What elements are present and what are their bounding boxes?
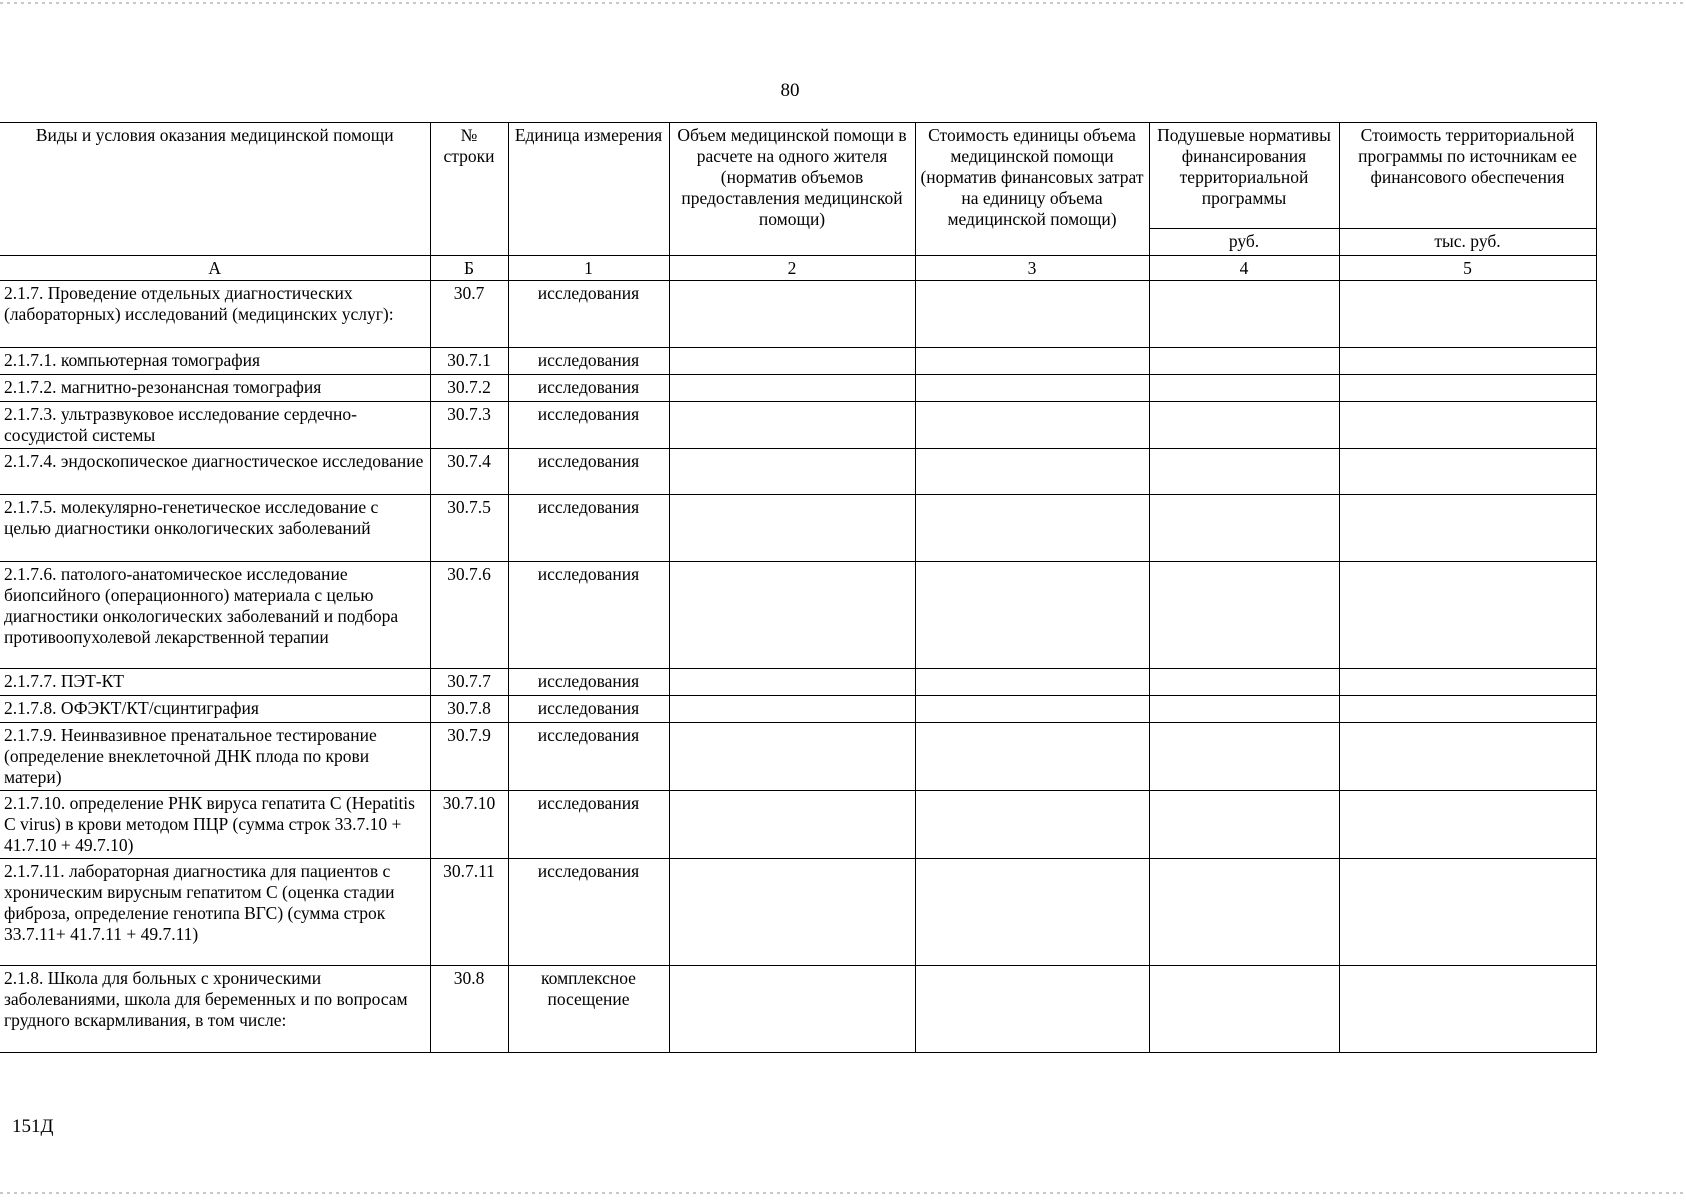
row-number: 30.7.7	[430, 669, 508, 696]
row-unit: исследования	[508, 281, 669, 348]
row-name: 2.1.7.2. магнитно-резонансная томография	[0, 375, 430, 402]
table-row	[0, 791, 1596, 859]
scan-edge-top	[0, 2, 1686, 4]
row-per-capita-cell	[1149, 791, 1339, 859]
row-volume-cell	[669, 281, 915, 348]
table-row	[0, 348, 1596, 375]
row-per-capita-cell	[1149, 449, 1339, 495]
table-row	[0, 375, 1596, 402]
row-program-cost-cell	[1339, 495, 1596, 562]
row-per-capita-cell	[1149, 859, 1339, 966]
column-index-a: А	[0, 256, 430, 281]
column-index-3: 3	[915, 256, 1149, 281]
header-col-5: Стоимость территориальной программы по источникам ее финансового обеспечения	[1339, 123, 1596, 229]
row-unit: исследования	[508, 495, 669, 562]
row-volume-cell	[669, 495, 915, 562]
table-row	[0, 966, 1596, 1053]
row-unit-cost-cell	[915, 449, 1149, 495]
row-unit: исследования	[508, 402, 669, 449]
row-per-capita-cell	[1149, 723, 1339, 791]
row-volume-cell	[669, 562, 915, 669]
row-number: 30.7.9	[430, 723, 508, 791]
row-program-cost-cell	[1339, 966, 1596, 1053]
row-unit: комплексное посещение	[508, 966, 669, 1053]
row-number: 30.7.11	[430, 859, 508, 966]
row-number: 30.7.10	[430, 791, 508, 859]
row-program-cost-cell	[1339, 723, 1596, 791]
row-unit-cost-cell	[915, 495, 1149, 562]
row-volume-cell	[669, 859, 915, 966]
row-unit: исследования	[508, 696, 669, 723]
column-index-2: 2	[669, 256, 915, 281]
table-row	[0, 495, 1596, 562]
row-per-capita-cell	[1149, 281, 1339, 348]
table-row	[0, 449, 1596, 495]
row-per-capita-cell	[1149, 669, 1339, 696]
row-program-cost-cell	[1339, 375, 1596, 402]
row-program-cost-cell	[1339, 449, 1596, 495]
header-row	[0, 123, 1596, 229]
row-unit-cost-cell	[915, 723, 1149, 791]
header-col-a: Виды и условия оказания медицинской помощи	[0, 123, 430, 256]
column-index-row	[0, 256, 1596, 281]
row-per-capita-cell	[1149, 495, 1339, 562]
header-col-3: Стоимость единицы объема медицинской помощи (норматив финансовых затрат на единицу объема медицинской помощи)	[915, 123, 1149, 256]
row-unit: исследования	[508, 562, 669, 669]
row-unit: исследования	[508, 449, 669, 495]
row-unit: исследования	[508, 348, 669, 375]
row-volume-cell	[669, 791, 915, 859]
row-unit-cost-cell	[915, 859, 1149, 966]
scan-edge-bottom	[0, 1192, 1686, 1194]
row-unit: исследования	[508, 859, 669, 966]
row-unit-cost-cell	[915, 669, 1149, 696]
row-program-cost-cell	[1339, 402, 1596, 449]
row-unit-cost-cell	[915, 791, 1149, 859]
row-program-cost-cell	[1339, 281, 1596, 348]
row-program-cost-cell	[1339, 348, 1596, 375]
row-program-cost-cell	[1339, 669, 1596, 696]
column-index-b: Б	[430, 256, 508, 281]
row-name: 2.1.7.11. лабораторная диагностика для пациентов с хроническим вирусным гепатитом С (оценка стадии фиброза, определение генотипа ВГС) (сумма строк 33.7.11+ 41.7.11 + 49.7.11)	[0, 859, 430, 966]
row-name: 2.1.7.4. эндоскопическое диагностическое исследование	[0, 449, 430, 495]
row-number: 30.7.8	[430, 696, 508, 723]
row-name: 2.1.7.10. определение РНК вируса гепатита C (Hepatitis C virus) в крови методом ПЦР (сумма строк 33.7.10 + 41.7.10 + 49.7.10)	[0, 791, 430, 859]
table-row	[0, 669, 1596, 696]
row-volume-cell	[669, 348, 915, 375]
row-per-capita-cell	[1149, 402, 1339, 449]
row-name: 2.1.7.6. патолого-анатомическое исследование биопсийного (операционного) материала с целью диагностики онкологических заболеваний и подбора противоопухолевой лекарственной терапии	[0, 562, 430, 669]
header-unit-4: руб.	[1149, 229, 1339, 256]
row-name: 2.1.7.9. Неинвазивное пренатальное тестирование (определение внеклеточной ДНК плода по крови матери)	[0, 723, 430, 791]
row-program-cost-cell	[1339, 791, 1596, 859]
column-index-4: 4	[1149, 256, 1339, 281]
row-number: 30.7.4	[430, 449, 508, 495]
row-per-capita-cell	[1149, 348, 1339, 375]
row-number: 30.8	[430, 966, 508, 1053]
table-row	[0, 281, 1596, 348]
row-unit-cost-cell	[915, 966, 1149, 1053]
financing-table	[0, 122, 1597, 1053]
row-unit-cost-cell	[915, 375, 1149, 402]
row-name: 2.1.7. Проведение отдельных диагностических (лабораторных) исследований (медицинских услуг):	[0, 281, 430, 348]
column-index-5: 5	[1339, 256, 1596, 281]
table-row	[0, 859, 1596, 966]
row-program-cost-cell	[1339, 562, 1596, 669]
row-volume-cell	[669, 669, 915, 696]
row-volume-cell	[669, 966, 915, 1053]
row-volume-cell	[669, 402, 915, 449]
header-col-4: Подушевые нормативы финансирования территориальной программы	[1149, 123, 1339, 229]
row-name: 2.1.7.1. компьютерная томография	[0, 348, 430, 375]
row-number: 30.7.5	[430, 495, 508, 562]
row-number: 30.7.3	[430, 402, 508, 449]
page-number: 80	[780, 80, 800, 101]
row-unit: исследования	[508, 723, 669, 791]
header-col-2: Объем медицинской помощи в расчете на одного жителя (норматив объемов предоставления медицинской помощи)	[669, 123, 915, 256]
row-name: 2.1.7.7. ПЭТ-КТ	[0, 669, 430, 696]
row-unit-cost-cell	[915, 281, 1149, 348]
header-unit-5: тыс. руб.	[1339, 229, 1596, 256]
row-unit: исследования	[508, 669, 669, 696]
row-per-capita-cell	[1149, 696, 1339, 723]
row-number: 30.7.2	[430, 375, 508, 402]
row-unit: исследования	[508, 791, 669, 859]
row-name: 2.1.7.8. ОФЭКТ/КТ/сцинтиграфия	[0, 696, 430, 723]
table-row	[0, 402, 1596, 449]
table-row	[0, 562, 1596, 669]
row-unit-cost-cell	[915, 562, 1149, 669]
row-volume-cell	[669, 449, 915, 495]
row-number: 30.7.6	[430, 562, 508, 669]
row-unit-cost-cell	[915, 348, 1149, 375]
row-number: 30.7	[430, 281, 508, 348]
header-col-1: Единица измерения	[508, 123, 669, 256]
row-unit-cost-cell	[915, 696, 1149, 723]
row-volume-cell	[669, 375, 915, 402]
row-unit: исследования	[508, 375, 669, 402]
table-row	[0, 723, 1596, 791]
column-index-1: 1	[508, 256, 669, 281]
row-volume-cell	[669, 696, 915, 723]
row-program-cost-cell	[1339, 859, 1596, 966]
row-name: 2.1.8. Школа для больных с хроническими заболеваниями, школа для беременных и по вопросам грудного вскармливания, в том числе:	[0, 966, 430, 1053]
table-row	[0, 696, 1596, 723]
row-per-capita-cell	[1149, 375, 1339, 402]
footer-code: 151Д	[12, 1116, 54, 1137]
row-name: 2.1.7.3. ультразвуковое исследование сердечно-сосудистой системы	[0, 402, 430, 449]
row-program-cost-cell	[1339, 696, 1596, 723]
header-col-b: № строки	[430, 123, 508, 256]
row-number: 30.7.1	[430, 348, 508, 375]
row-unit-cost-cell	[915, 402, 1149, 449]
row-volume-cell	[669, 723, 915, 791]
row-per-capita-cell	[1149, 966, 1339, 1053]
row-per-capita-cell	[1149, 562, 1339, 669]
row-name: 2.1.7.5. молекулярно-генетическое исследование с целью диагностики онкологических заболеваний	[0, 495, 430, 562]
